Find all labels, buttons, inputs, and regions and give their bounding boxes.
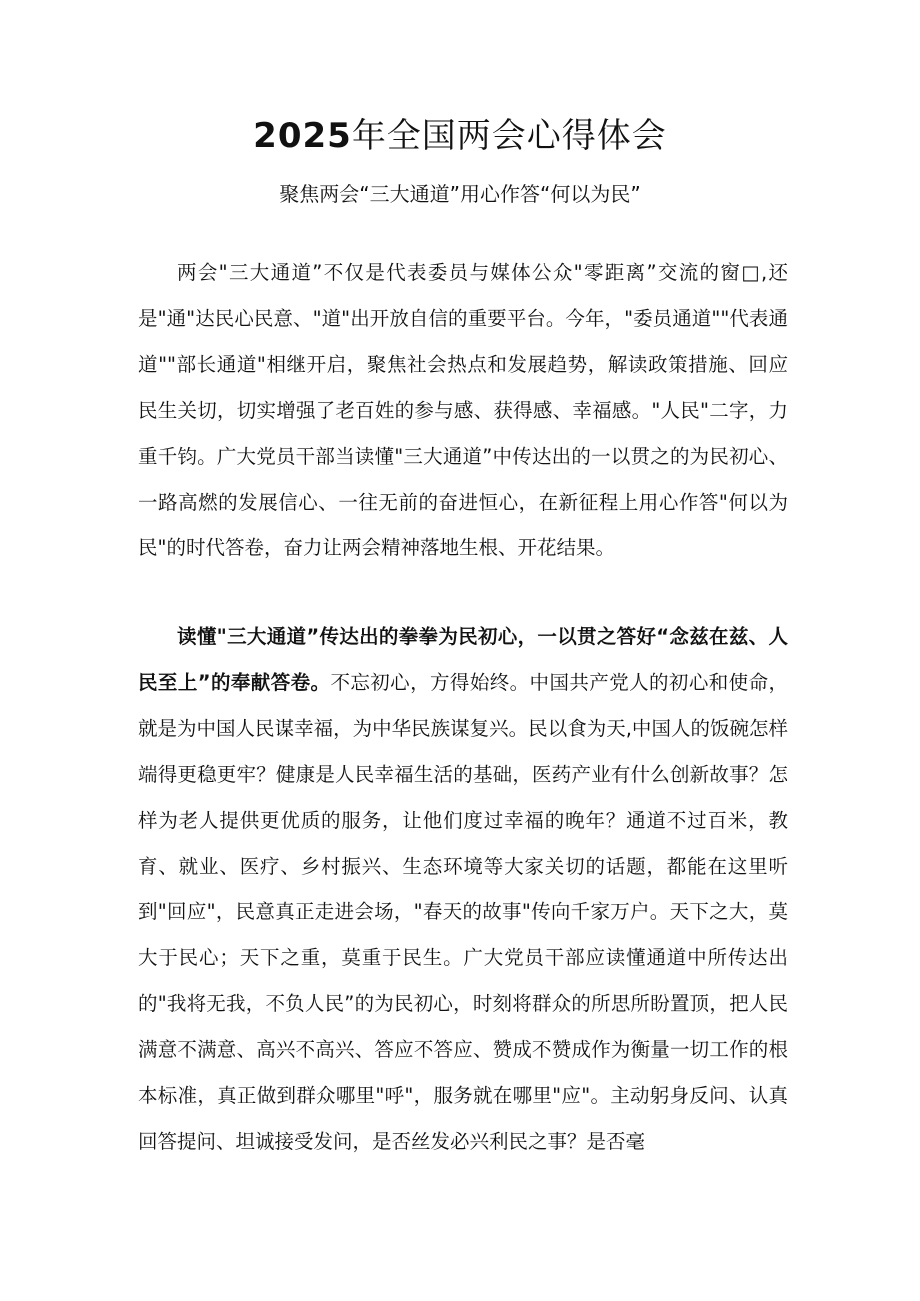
paragraph-lead-heading: 读懂"三大通道”传达出的拳拳为民初心，一以贯之答好“念兹在兹、人民至上”的奉献答卷。 xyxy=(138,625,788,694)
paragraph-text: 不忘初心，方得始终。中国共产党人的初心和使命，就是为中国人民谋幸福，为中华民族谋复兴。民以食为天,中国人的饭碗怎样端得更稳更牢？健康是人民幸福生活的基础，医药产业有什么创新故事？怎样为老人提供更优质的服务，让他们度过幸福的晚年？通道不过百米，教育、就业、医疗、乡村振兴、生态环境等大家关切的话题，都能在这里听到"回应"，民意真正走进会场，"春天的故事"传向千家万户。天下之大，莫大于民心；天下之重，莫重于民生。广大党员干部应读懂通道中所传达出的"我将无我，不负人民”的为民初心，时刻将群众的所思所盼置顶，把人民满意不满意、高兴不高兴、答应不答应、赞成不赞成作为衡量一切工作的根本标准，真正做到群众哪里"呼"，服务就在哪里"应"。主动躬身反问、认真回答提问、坦诚接受发问，是否丝发必兴利民之事？是否毫 xyxy=(138,670,788,1153)
title-text: 年全国两会心得体会 xyxy=(351,116,667,156)
document-subtitle: 聚焦两会“三大通道”用心作答“何以为民” xyxy=(279,182,641,206)
title-year: 2025 xyxy=(253,116,352,156)
paragraph-text: 两会"三大通道”不仅是代表委员与媒体公众"零距离”交流的窗□,还是"通"达民心民意、"道"出开放自信的重要平台。今年，"委员通道""代表通道""部长通道"相继开启，聚焦社会热点和发展趋势，解读政策措施、回应民生关切，切实增强了老百姓的参与感、获得感、幸福感。"人民"二字，力重千钧。广大党员干部当读懂"三大通道”中传达出的一以贯之的为民初心、一路高燃的发展信心、一往无前的奋进恒心，在新征程上用心作答"何以为民"的时代答卷，奋力让两会精神落地生根、开花结果。 xyxy=(138,261,788,560)
paragraph-intro xyxy=(138,250,788,571)
document-title xyxy=(0,112,920,160)
paragraph-section-1 xyxy=(138,614,788,1165)
